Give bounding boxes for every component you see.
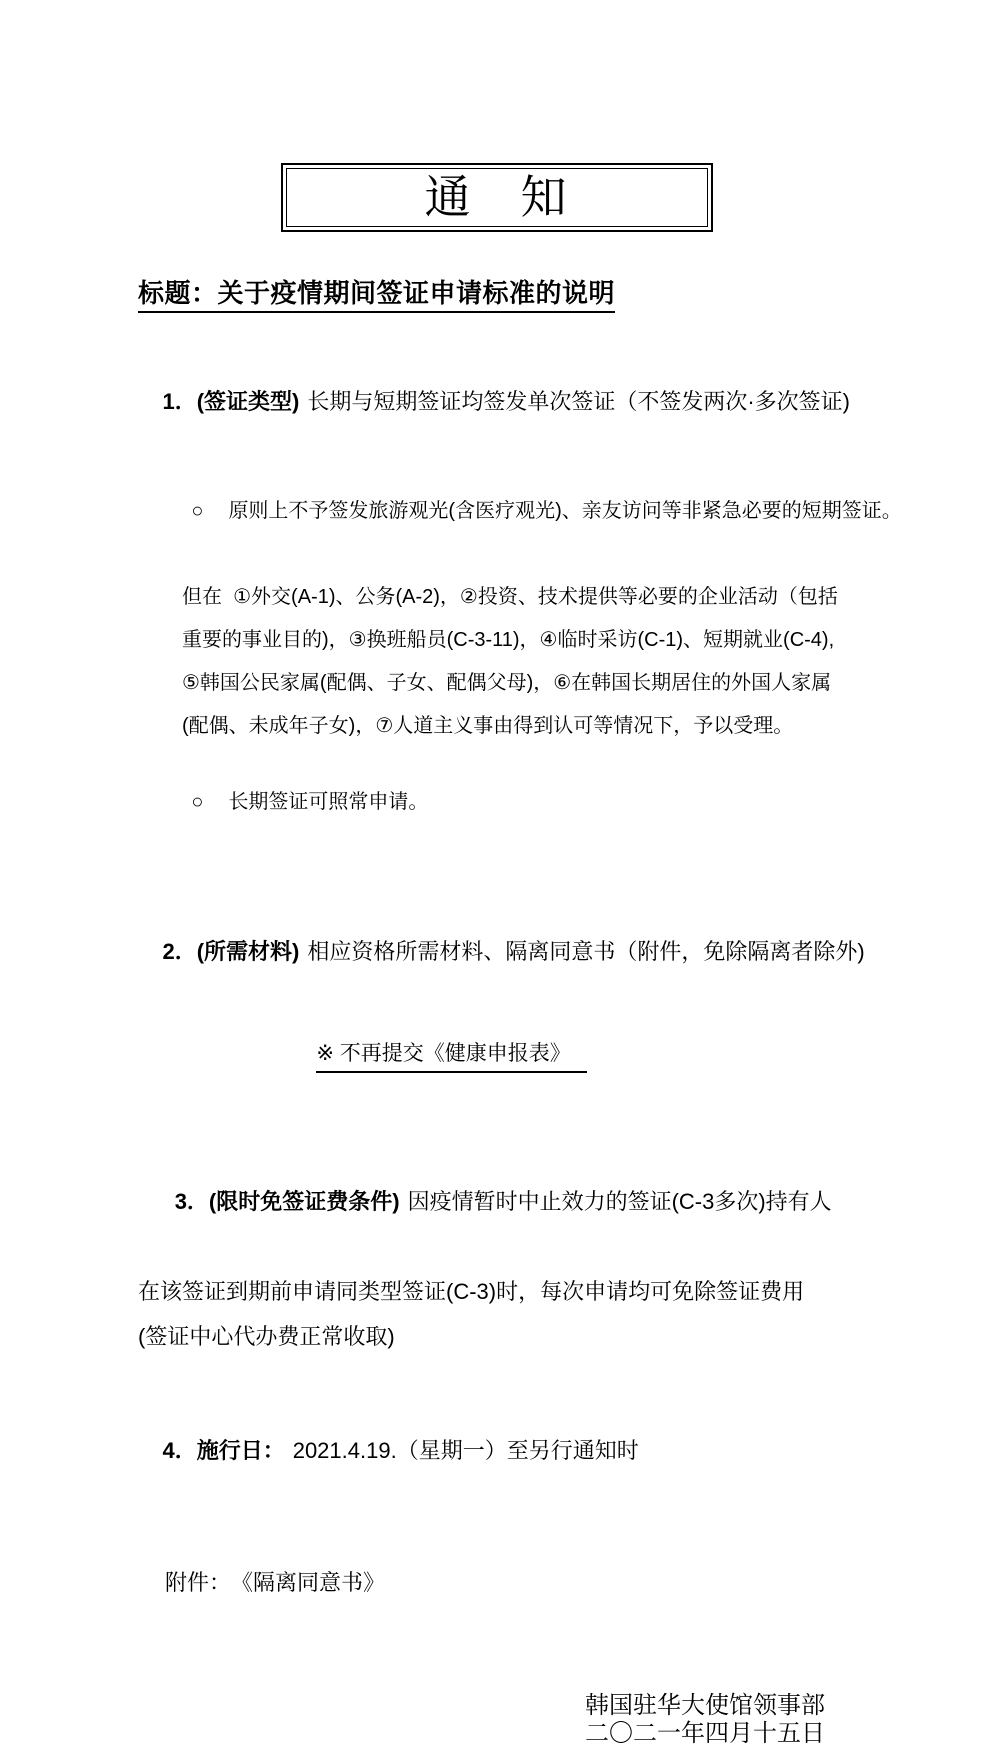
- section4-text: 2021.4.19.（星期一）至另行通知时: [293, 1438, 639, 1463]
- paragraph-line: 在该签证到期前申请同类型签证(C-3)时，每次申请均可免除签证费用: [138, 1269, 855, 1314]
- bullet-line: [138, 447, 855, 576]
- notice-title-frame: [281, 163, 713, 232]
- circle-bullet-icon: ○: [191, 500, 203, 522]
- section3-label: 3．(限时免签证费条件): [175, 1189, 400, 1214]
- section2-heading: [138, 907, 855, 997]
- bullet-text: 原则上不予签发旅游观光(含医疗观光)、亲友访问等非紧急必要的短期签证。: [228, 500, 901, 522]
- section2-note: ※ 不再提交《健康申报表》: [316, 1039, 586, 1073]
- section4-label: 4．施行日：: [162, 1438, 284, 1463]
- section4-heading: [138, 1406, 855, 1496]
- signature-org: 韩国驻华大使馆领事部: [585, 1692, 855, 1720]
- section1-bullet1: [138, 447, 855, 748]
- section1-intro: 长期与短期签证均签发单次签证（不签发两次·多次签证): [307, 389, 850, 414]
- section2-text: 相应资格所需材料、隔离同意书（附件，免除隔离者除外): [307, 939, 864, 964]
- section3-paragraph: [138, 1134, 855, 1359]
- paragraph-line: (签证中心代办费正常收取): [138, 1314, 855, 1359]
- bullet-line: 但在 ①外交(A-1)、公务(A-2)，②投资、技术提供等必要的企业活动（包括: [138, 576, 855, 619]
- signature-date: 二〇二一年四月十五日: [585, 1720, 855, 1747]
- section1-label: 1．(签证类型): [162, 389, 299, 414]
- notice-title: 通 知: [425, 170, 569, 224]
- section1-bullet2: [138, 738, 855, 867]
- attachment-line: 附件： 《隔离同意书》: [138, 1568, 855, 1598]
- notice-title-frame-inner: [286, 168, 708, 227]
- section3-text: 因疫情暂时中止效力的签证(C-3多次)持有人: [408, 1189, 832, 1214]
- paragraph-line: [138, 1134, 855, 1269]
- signature-block: [585, 1692, 855, 1747]
- bullet-line: 重要的事业目的)，③换班船员(C-3-11)，④临时采访(C-1)、短期就业(C-4),: [138, 619, 855, 662]
- section1-heading: [138, 357, 855, 447]
- bullet-line: [138, 738, 855, 867]
- bullet-text: 长期签证可照常申请。: [228, 791, 428, 813]
- bullet-line: ⑤韩国公民家属(配偶、子女、配偶父母)，⑥在韩国长期居住的外国人家属: [138, 662, 855, 705]
- circle-bullet-icon: ○: [191, 791, 203, 813]
- section2-note-line: [138, 1009, 855, 1103]
- bullet-line: (配偶、未成年子女)，⑦人道主义事由得到认可等情况下，予以受理。: [138, 705, 855, 748]
- section2-label: 2．(所需材料): [162, 939, 299, 964]
- doc-heading: 标题：关于疫情期间签证申请标准的说明: [138, 277, 615, 313]
